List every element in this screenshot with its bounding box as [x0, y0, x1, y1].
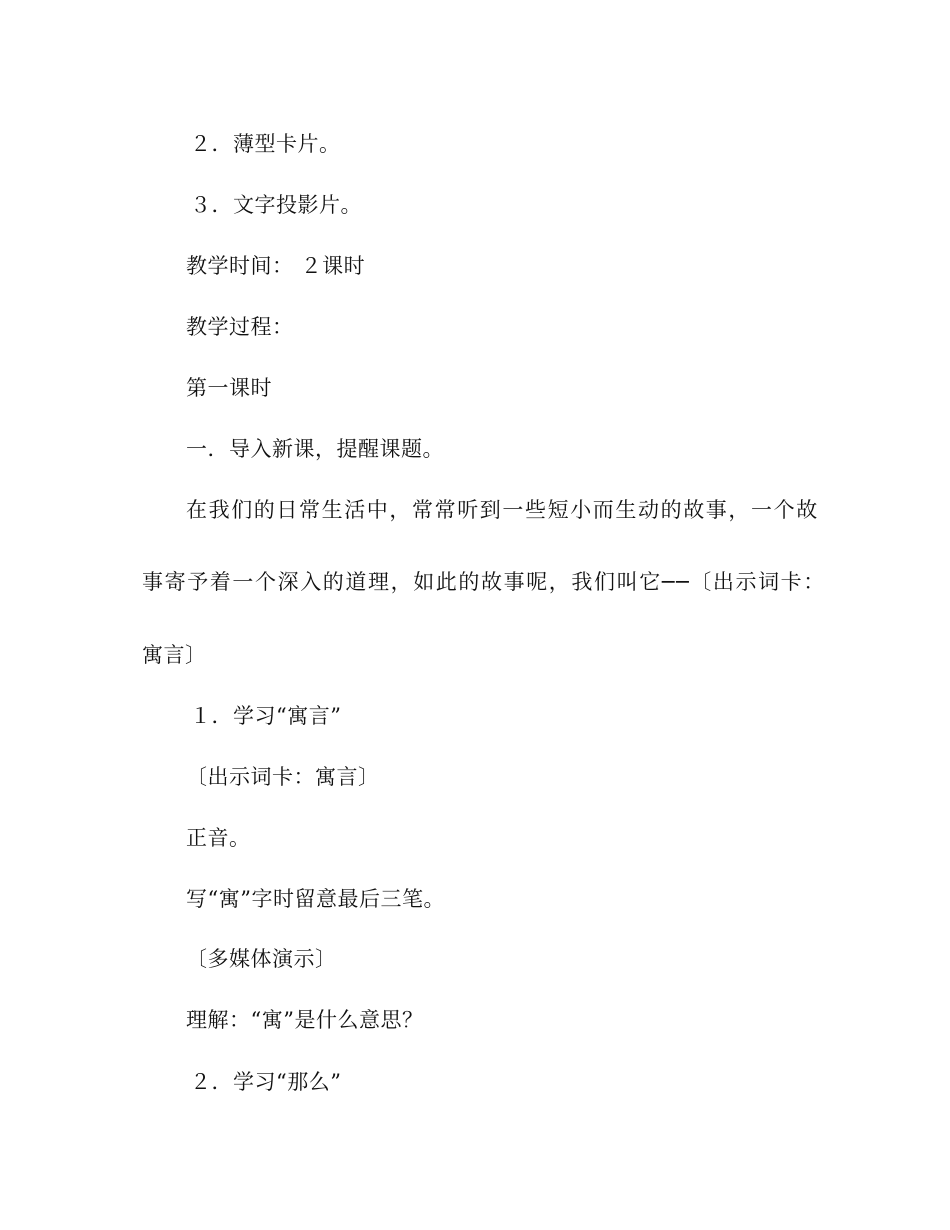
list-item-materials-3: ３．文字投影片。: [190, 193, 362, 217]
note-show-card: 〔出示词卡：寓言〕: [186, 765, 380, 789]
list-item-study-2: ２．学习“那么”: [190, 1070, 342, 1094]
teaching-process-heading: 教学过程：: [186, 315, 294, 339]
paragraph-line-2: 事寄予着一个深入的道理，如此的故事呢，我们叫它──〔出示词卡：: [142, 570, 826, 594]
paragraph-line-1: 在我们的日常生活中，常常听到一些短小而生动的故事，一个故: [186, 498, 819, 522]
note-writing: 写“寓”字时留意最后三笔。: [186, 887, 445, 911]
note-multimedia: 〔多媒体演示〕: [186, 947, 337, 971]
note-meaning: 理解：“寓”是什么意思？: [186, 1008, 424, 1032]
first-lesson-heading: 第一课时: [186, 376, 272, 400]
list-item-study-1: １．学习“寓言”: [190, 704, 342, 728]
note-pronunciation: 正音。: [186, 826, 251, 850]
list-item-materials-2: ２．薄型卡片。: [190, 132, 341, 156]
paragraph-line-3: 寓言〕: [142, 643, 207, 667]
section-heading-intro: 一．导入新课，提醒课题。: [186, 437, 444, 461]
teaching-time: 教学时间： ２课时: [186, 254, 366, 278]
